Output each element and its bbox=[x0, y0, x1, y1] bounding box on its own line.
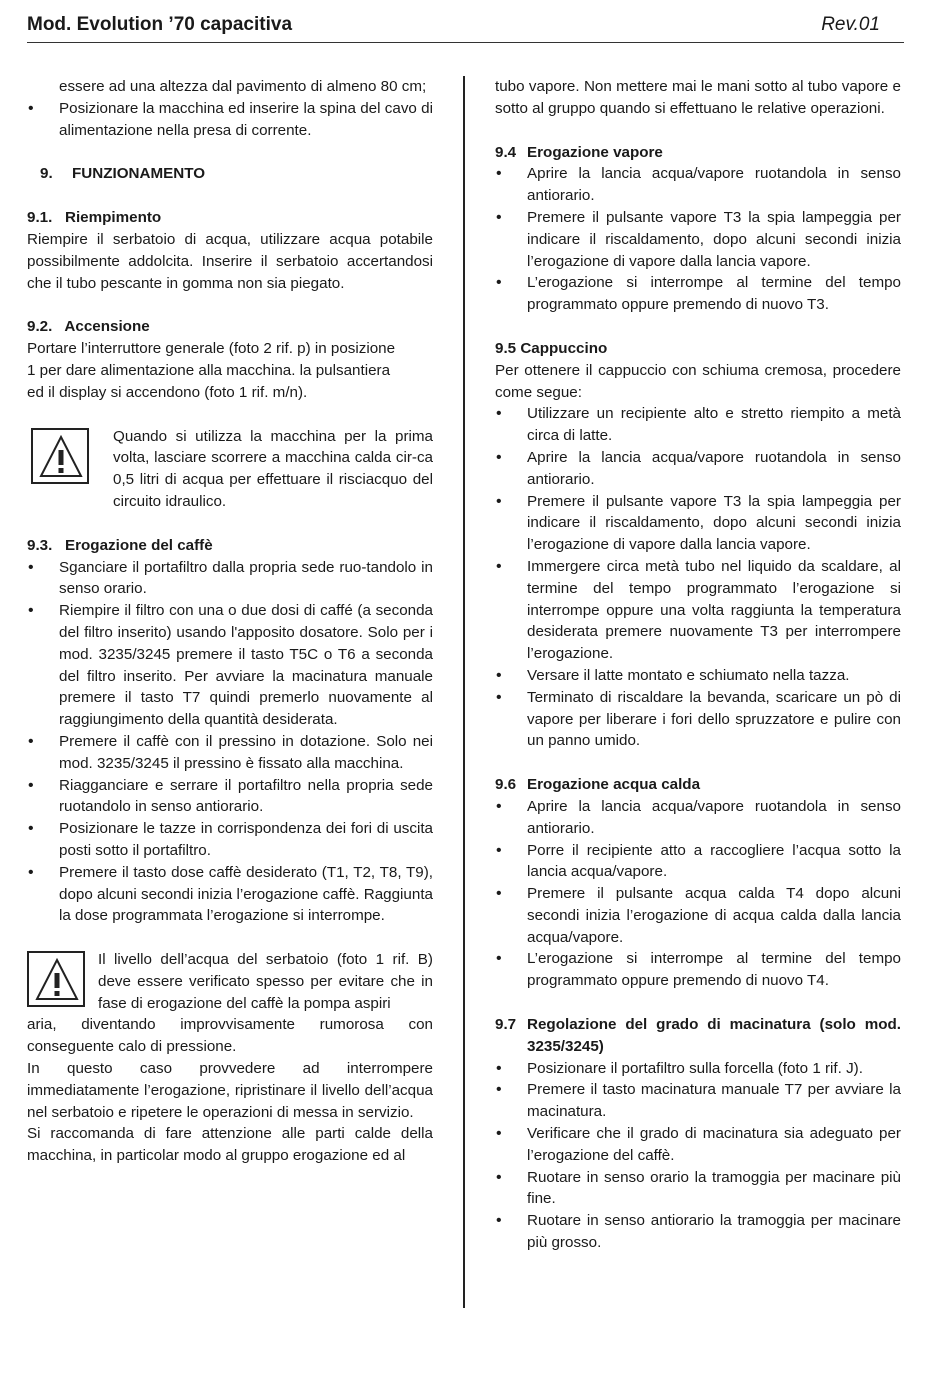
paragraph: aria, diventando improvvisamente rumorosa con conseguente calo di pressione. bbox=[27, 1016, 433, 1056]
subsection-heading: 9.1. Riempimento bbox=[27, 209, 162, 227]
list-item: • Utilizzare un recipiente alto e stretto riempito a metà circa di latte. bbox=[495, 403, 901, 447]
list-item: • Premere il tasto dose caffè desiderato (T1, T2, T8, T9), dopo alcuni secondi inizia l’erogazione caffè. Raggiunta la dose programmata l’erogazione si interrompe. bbox=[27, 862, 433, 927]
subsection-heading: 9.2. Accensione bbox=[27, 318, 150, 336]
paragraph-line: ed il display si accendono (foto 1 rif. m/n). bbox=[27, 383, 308, 401]
subsection-heading: 9.7 Regolazione del grado di macinatura (solo mod. 3235/3245) bbox=[495, 1016, 901, 1055]
document-title: Mod. Evolution ’70 capacitiva bbox=[27, 14, 293, 35]
list-item: • Aprire la lancia acqua/vapore ruotandola in senso antiorario. bbox=[495, 163, 901, 207]
list-item: • Terminato di riscaldare la bevanda, scaricare un pò di vapore per liberare i fori dello spruzzatore e pulire con un panno umido. bbox=[495, 687, 901, 752]
list-item: • Immergere circa metà tubo nel liquido da scaldare, al termine del tempo programmato l’erogazione si interrompe oppure una volta raggiunta la temperatura desiderata premere nuovamente T3 per interrompere l’erogazione. bbox=[495, 556, 901, 665]
paragraph: In questo caso provvedere ad interrompere immediatamente l’erogazione, ripristinare il livello dell’acqua nel serbatoio e ripetere le operazioni di messa in servizio. bbox=[27, 1060, 433, 1121]
paragraph-line: Portare l’interruttore generale (foto 2 rif. p) in posizione bbox=[27, 340, 396, 358]
list-item: • Posizionare le tazze in corrispondenza dei fori di uscita posti sotto il portafiltro. bbox=[27, 818, 433, 862]
list-item: • Riempire il filtro con una o due dosi di caffé (a seconda del filtro inserito) usando l'apposito dosatore. Solo per i mod. 3235/3245 premere il tasto T5C o T6 a seconda del filtro inserito. Per avviare la macinatura manuale premere il tasto T7 quindi premerlo nuovamente al raggiungimento della quantità desiderata. bbox=[27, 600, 433, 731]
list-item: • Ruotare in senso orario la tramoggia per macinare più fine. bbox=[495, 1167, 901, 1211]
subsection-heading: 9.4 Erogazione vapore bbox=[495, 143, 663, 161]
list-item: • Premere il pulsante vapore T3 la spia lampeggia per indicare il riscaldamento, dopo alcuni secondi inizia l’erogazione di vapore dalla lancia vapore. bbox=[495, 207, 901, 272]
list-item: • Riagganciare e serrare il portafiltro nella propria sede ruotandolo in senso antiorario. bbox=[27, 775, 433, 819]
list-item: • Posizionare il portafiltro sulla forcella (foto 1 rif. J). bbox=[495, 1058, 901, 1080]
subsection-heading: 9.3. Erogazione del caffè bbox=[27, 536, 213, 554]
list-item: • Verificare che il grado di macinatura sia adeguato per l’erogazione del caffè. bbox=[495, 1123, 901, 1167]
list-item: • Aprire la lancia acqua/vapore ruotandola in senso antiorario. bbox=[495, 447, 901, 491]
paragraph-line: 1 per dare alimentazione alla macchina. la pulsantiera bbox=[27, 361, 391, 379]
section-heading: 9. FUNZIONAMENTO bbox=[40, 165, 206, 183]
list-item: • Porre il recipiente atto a raccogliere l’acqua sotto la lancia acqua/vapore. bbox=[495, 840, 901, 884]
list-item: • Ruotare in senso antiorario la tramoggia per macinare più grosso. bbox=[495, 1210, 901, 1254]
revision-label: Rev.01 bbox=[821, 14, 880, 35]
column-divider bbox=[463, 76, 465, 1308]
warning-icon bbox=[27, 951, 85, 1007]
page-header bbox=[27, 10, 904, 43]
paragraph: Per ottenere il cappuccio con schiuma cremosa, procedere come segue: bbox=[495, 361, 901, 401]
list-item: • Premere il tasto macinatura manuale T7 per avviare la macinatura. bbox=[495, 1079, 901, 1123]
list-item: • Posizionare la macchina ed inserire la spina del cavo di alimentazione nella presa di corrente. bbox=[27, 98, 433, 142]
list-item: • Sganciare il portafiltro dalla propria sede ruo-tandolo in senso orario. bbox=[27, 557, 433, 601]
continued-text: tubo vapore. Non mettere mai le mani sotto al tubo vapore e sotto al gruppo quando si effettuano le relative operazioni. bbox=[495, 78, 901, 117]
list-item: • Aprire la lancia acqua/vapore ruotandola in senso antiorario. bbox=[495, 796, 901, 840]
list-item: • L’erogazione si interrompe al termine del tempo programmato oppure premendo di nuovo T4. bbox=[495, 948, 901, 992]
paragraph: Si raccomanda di fare attenzione alle parti calde della macchina, in particolar modo al gruppo erogazione ed al bbox=[27, 1125, 433, 1165]
subsection-heading: 9.6 Erogazione acqua calda bbox=[495, 776, 701, 794]
warning-box bbox=[27, 949, 433, 1014]
warning-icon bbox=[31, 428, 89, 484]
warning-text: Il livello dell’acqua del serbatoio (foto 1 rif. B) deve essere verificato spesso per evitare che in fase di erogazione del caffè la pompa aspiri bbox=[98, 951, 433, 1012]
list-item: • Premere il pulsante vapore T3 la spia lampeggia per indicare il riscaldamento, dopo alcuni secondi inizia l’erogazione di vapore dalla lancia vapore. bbox=[495, 491, 901, 556]
list-item: • L’erogazione si interrompe al termine del tempo programmato oppure premendo di nuovo T3. bbox=[495, 272, 901, 316]
list-item: • Premere il pulsante acqua calda T4 dopo alcuni secondi inizia l’erogazione di acqua calda dalla lancia acqua/vapore. bbox=[495, 883, 901, 948]
continued-text: essere ad una altezza dal pavimento di almeno 80 cm; bbox=[59, 78, 427, 95]
right-column bbox=[495, 76, 901, 1254]
left-column bbox=[27, 76, 433, 1167]
subsection-heading: 9.5 Cappuccino bbox=[495, 339, 608, 357]
list-item: • Versare il latte montato e schiumato nella tazza. bbox=[495, 665, 901, 687]
warning-box bbox=[27, 426, 433, 513]
warning-text: Quando si utilizza la macchina per la prima volta, lasciare scorrere a macchina calda cir-ca 0,5 litri di acqua per effettuare il risciacquo del circuito idraulico. bbox=[113, 427, 433, 510]
paragraph: Riempire il serbatoio di acqua, utilizzare acqua potabile possibilmente addolcita. Inserire il serbatoio accertandosi che il tubo pescante in gomma non sia piegato. bbox=[27, 230, 433, 292]
list-item: • Premere il caffè con il pressino in dotazione. Solo nei mod. 3235/3245 il pressino è fissato alla macchina. bbox=[27, 731, 433, 775]
